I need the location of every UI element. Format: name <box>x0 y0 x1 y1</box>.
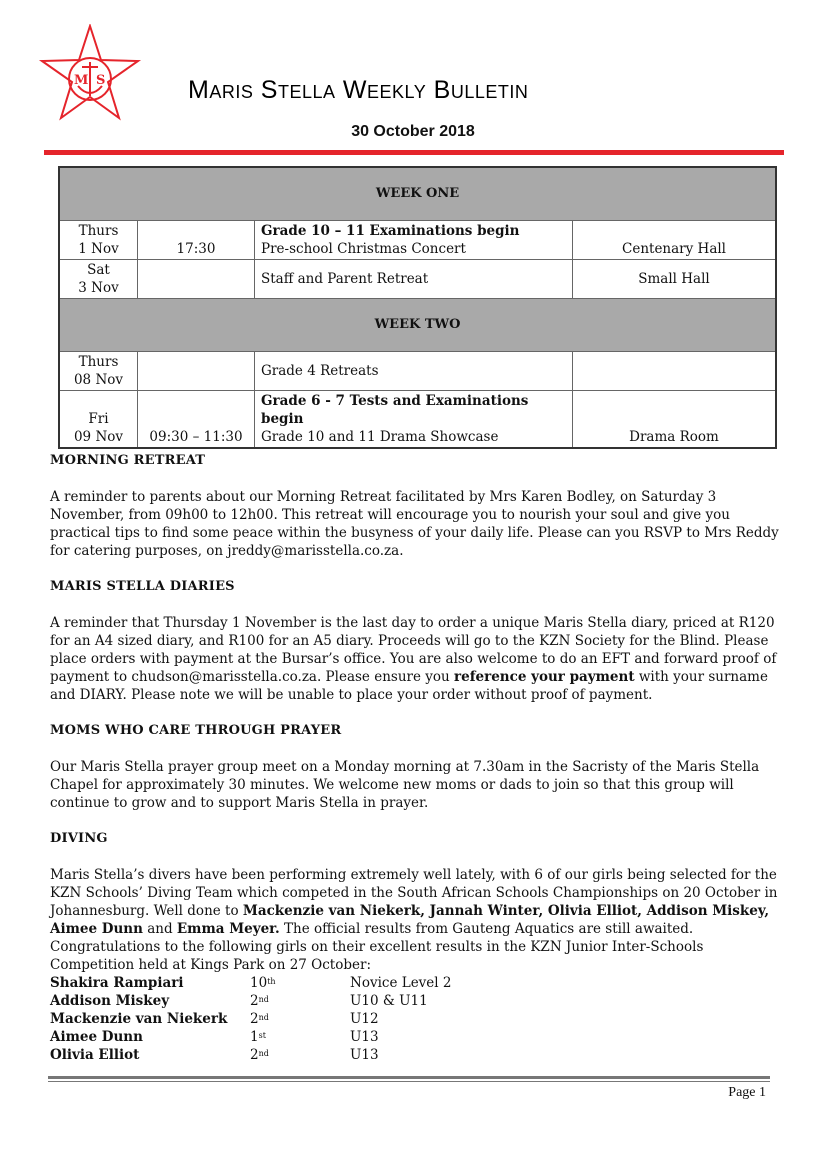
list-item-place: 10th <box>250 975 276 991</box>
time-cell: 17:30 <box>138 221 255 260</box>
day-cell: Thurs 08 Nov <box>59 352 138 391</box>
retreat-text: A reminder to parents about our Morning Retreat facilitated by Mrs Karen Bodley, on Saturday 3 November, from 09h00 to 12h00. This retreat will encourage you to nourish your soul and give you practical tips to find some peace within the busyness of your daily life. Please can you RSVP to Mrs Reddy for catering purposes, on jreddy@marisstella.co.za. <box>50 489 779 559</box>
section-heading-diving: DIVING <box>50 831 108 846</box>
diving-results-list <box>50 974 780 1064</box>
table-row <box>59 260 776 299</box>
week-two-band <box>59 299 776 352</box>
section-heading-diaries: MARIS STELLA DIARIES <box>50 579 235 594</box>
diaries-text: A reminder that Thursday 1 November is the last day to order a unique Maris Stella diary, priced at R120 for an A4 sized diary, and R100 for an A5 diary. Proceeds will go to the KZN Society for the Blind. Please place orders with payment at the Bursar’s office. You are also welcome to do an EFT and forward proof of payment to chudson@marisstella.co.za. Please ensure you reference your payment with your surname and DIARY. Please note we will be unable to place your order without proof of payment. <box>50 615 777 703</box>
list-item-place: 2nd <box>250 1047 269 1063</box>
list-item-level: U12 <box>350 1011 379 1027</box>
venue-cell: Drama Room <box>573 391 777 449</box>
time-cell <box>138 352 255 391</box>
day-cell: Thurs 1 Nov <box>59 221 138 260</box>
list-item-name: Olivia Elliot <box>50 1047 140 1063</box>
event-cell: Staff and Parent Retreat <box>255 260 573 299</box>
bulletin-title: Maris Stella Weekly Bulletin <box>188 76 529 104</box>
day-cell: Sat 3 Nov <box>59 260 138 299</box>
table-row <box>59 352 776 391</box>
svg-text:M: M <box>74 73 89 88</box>
venue-cell: Small Hall <box>573 260 777 299</box>
event-cell: Grade 4 Retreats <box>255 352 573 391</box>
list-item-place: 1st <box>250 1029 266 1045</box>
week-two-label: WEEK TWO <box>59 299 776 352</box>
list-item-name: Aimee Dunn <box>50 1029 143 1045</box>
time-cell: 09:30 – 11:30 <box>138 391 255 449</box>
list-item-name: Shakira Rampiari <box>50 975 184 991</box>
venue-cell: Centenary Hall <box>573 221 777 260</box>
list-item-name: Mackenzie van Niekerk <box>50 1011 228 1027</box>
table-row <box>59 391 776 449</box>
page-number: Page 1 <box>728 1085 766 1100</box>
school-crest-star-logo <box>38 24 142 128</box>
list-item-place: 2nd <box>250 993 269 1009</box>
event-cell: Grade 10 – 11 Examinations begin Pre-school Christmas Concert <box>255 221 573 260</box>
list-item-level: U13 <box>350 1029 379 1045</box>
week-one-band <box>59 167 776 221</box>
bulletin-date: 30 October 2018 <box>351 123 475 140</box>
svg-text:S: S <box>96 73 106 88</box>
time-cell <box>138 260 255 299</box>
list-item-name: Addison Miskey <box>50 993 170 1009</box>
schedule-table <box>58 166 777 449</box>
diving-text: Maris Stella’s divers have been performing extremely well lately, with 6 of our girls being selected for the KZN Schools’ Diving Team which competed in the South African Schools Championships on 20 October in Johannesburg. Well done to Mackenzie van Niekerk, Jannah Winter, Olivia Elliot, Addison Miskey, Aimee Dunn and Emma Meyer. The official results from Gauteng Aquatics are still awaited. <box>50 867 778 937</box>
footer-divider-thin <box>48 1081 770 1082</box>
day-cell: Fri 09 Nov <box>59 391 138 449</box>
bulletin-body <box>50 452 780 1064</box>
header-divider <box>44 150 784 155</box>
list-item-place: 2nd <box>250 1011 269 1027</box>
list-item-level: U13 <box>350 1047 379 1063</box>
section-heading-moms: MOMS WHO CARE THROUGH PRAYER <box>50 723 342 738</box>
list-item-level: Novice Level 2 <box>350 975 452 991</box>
event-cell: Grade 6 - 7 Tests and Examinations begin Grade 10 and 11 Drama Showcase <box>255 391 573 449</box>
moms-text: Our Maris Stella prayer group meet on a Monday morning at 7.30am in the Sacristy of the Maris Stella Chapel for approximately 30 minutes. We welcome new moms or dads to join so that this group will continue to grow and to support Maris Stella in prayer. <box>50 759 760 811</box>
footer-divider <box>48 1076 770 1079</box>
week-one-label: WEEK ONE <box>59 167 776 221</box>
diving-congrats-text: Congratulations to the following girls on their excellent results in the KZN Junior Inter-Schools Competition held at Kings Park on 27 October: <box>50 939 704 973</box>
section-heading-retreat: MORNING RETREAT <box>50 453 206 468</box>
list-item-level: U10 & U11 <box>350 993 428 1009</box>
table-row <box>59 221 776 260</box>
venue-cell <box>573 352 777 391</box>
